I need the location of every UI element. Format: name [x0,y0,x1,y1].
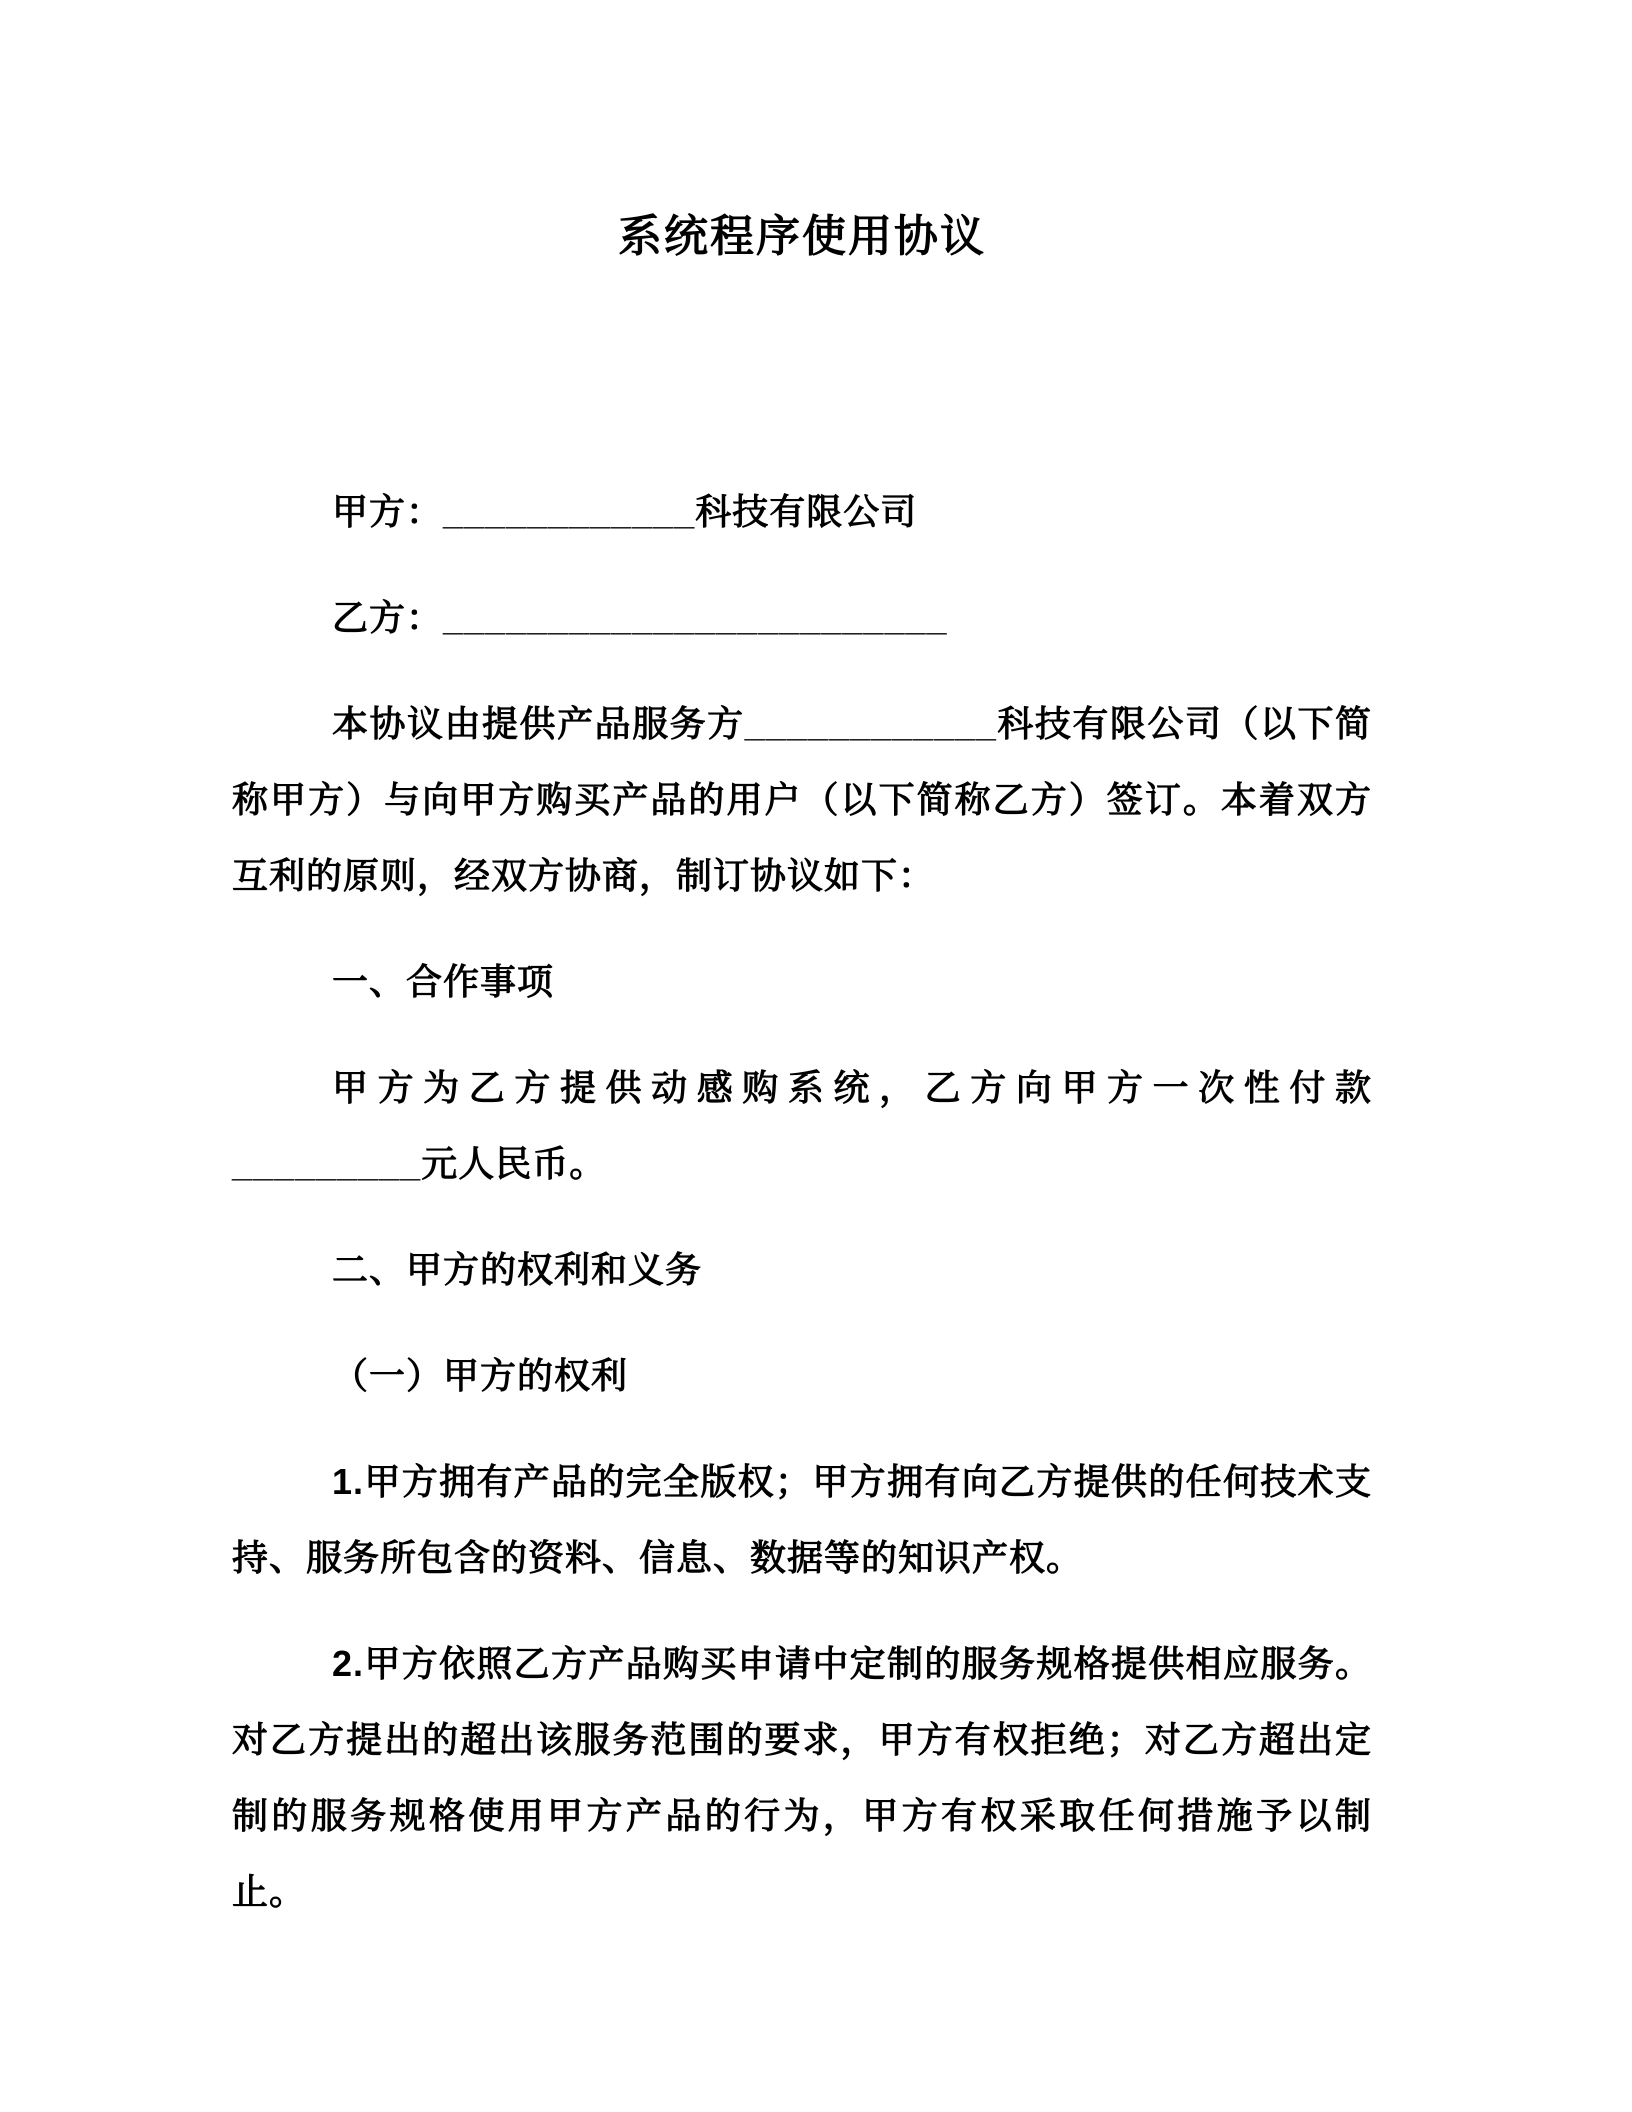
section-1-paragraph: 甲方为乙方提供动感购系统，乙方向甲方一次性付款_________元人民币。 [232,1067,1372,1184]
party-b-line: 乙方：________________________ [332,597,948,638]
section-1-heading: 一、合作事项 [332,961,555,1002]
section-2-sub-1-heading: （一）甲方的权利 [332,1355,629,1396]
intro-paragraph: 本协议由提供产品服务方____________科技有限公司（以下简称甲方）与向甲方购买产品的用户（以下简称乙方）签订。本着双方互利的原则，经双方协商，制订协议如下： [232,703,1372,896]
section-2-clause-2: 2.甲方依照乙方产品购买申请中定制的服务规格提供相应服务。对乙方提出的超出该服务范围的要求，甲方有权拒绝；对乙方超出定制的服务规格使用甲方产品的行为，甲方有权采取任何措施予以制止。 [232,1643,1372,1912]
section-2-clause-1: 1.甲方拥有产品的完全版权；甲方拥有向乙方提供的任何技术支持、服务所包含的资料、信息、数据等的知识产权。 [232,1461,1372,1578]
party-a-line: 甲方：____________科技有限公司 [332,491,918,532]
document-content [232,205,1372,1930]
section-2-heading: 二、甲方的权利和义务 [332,1249,703,1290]
document-title: 系统程序使用协议 [618,212,986,261]
